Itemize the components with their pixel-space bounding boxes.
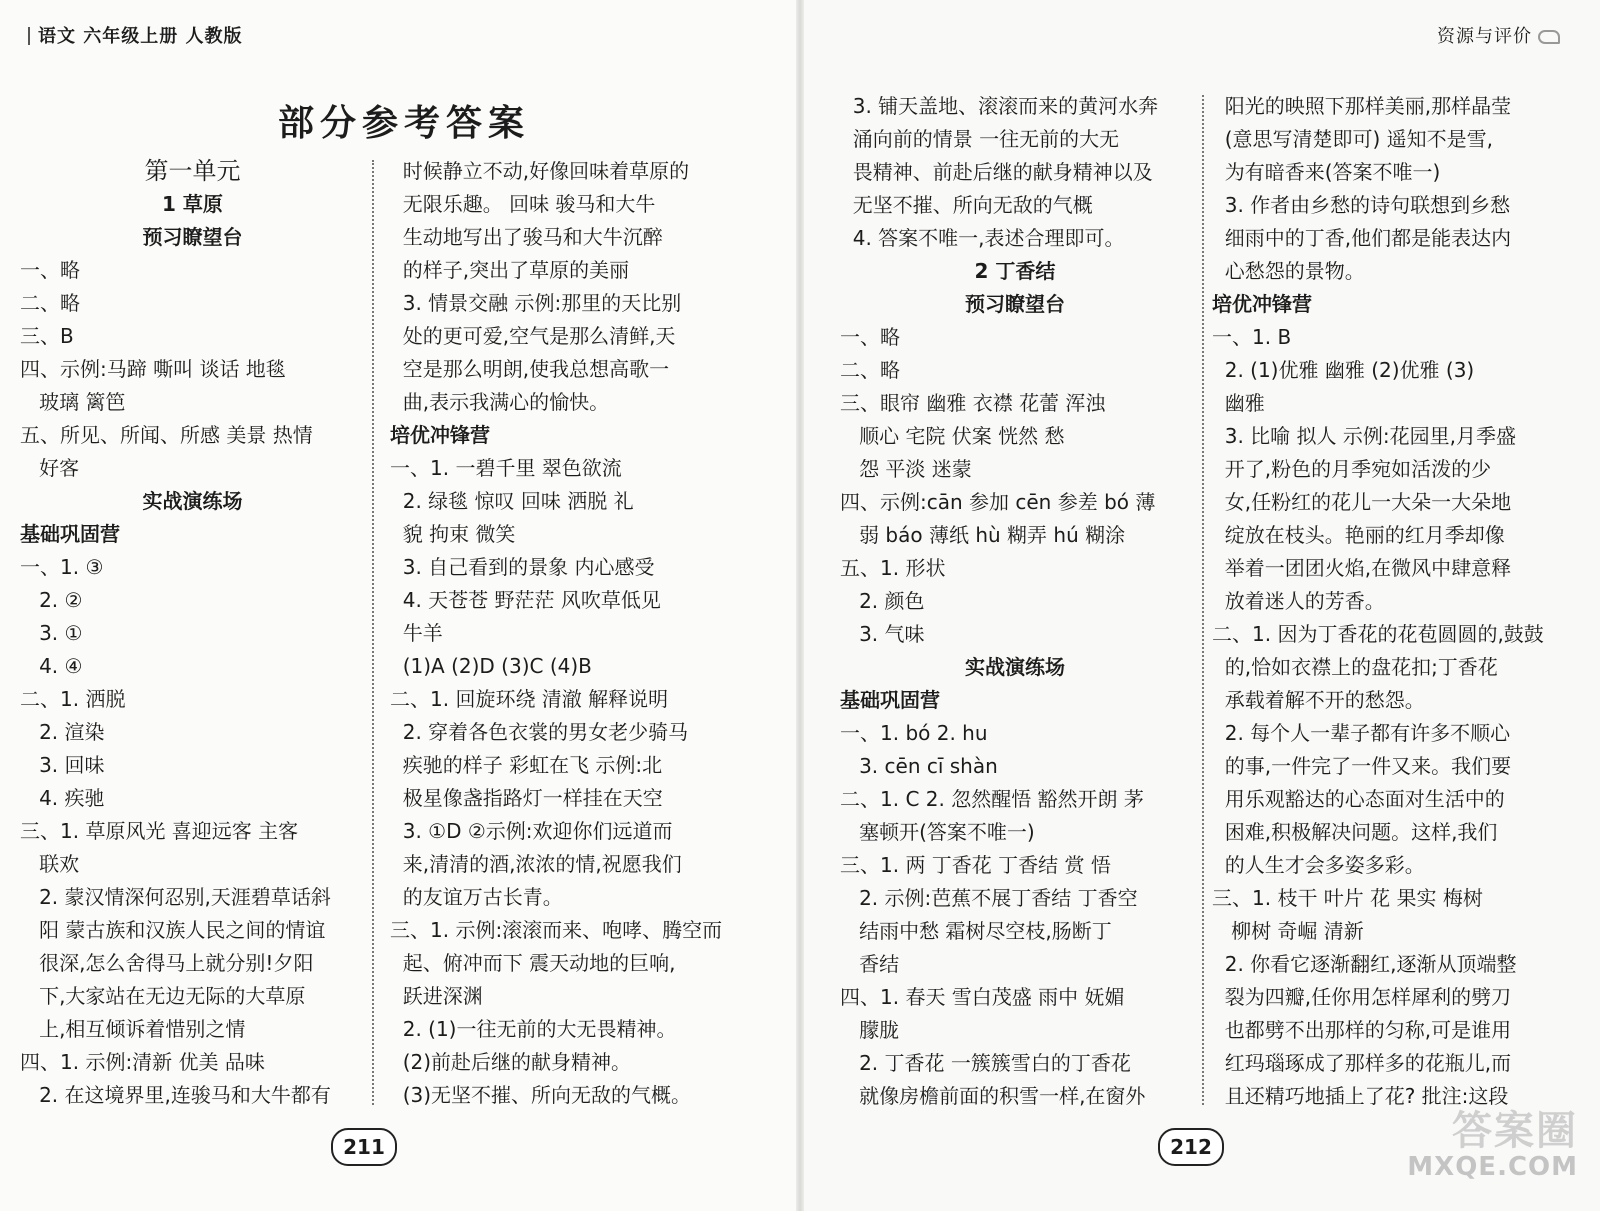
answer-line: 牛羊 bbox=[390, 621, 443, 645]
answer-line: 1 草原 bbox=[162, 192, 223, 216]
answer-line: 3. cēn cī shàn bbox=[840, 754, 998, 778]
answer-column-1 bbox=[20, 155, 365, 1112]
running-header-right bbox=[1437, 22, 1560, 48]
answer-line: 四、示例:马蹄 嘶叫 谈话 地毯 bbox=[20, 357, 286, 381]
answer-line: 香结 bbox=[840, 952, 900, 976]
answer-line: 畏精神、前赴后继的献身精神以及 bbox=[840, 160, 1153, 184]
answer-line: 朦胧 bbox=[840, 1018, 900, 1042]
answer-column-4 bbox=[1212, 90, 1572, 1113]
watermark-logo: 答案圈 bbox=[1452, 1108, 1578, 1154]
answer-line: 女,任粉红的花儿一大朵一大朵地 bbox=[1212, 490, 1512, 514]
answer-line: 2. 你看它逐渐翻红,逐渐从顶端整 bbox=[1212, 952, 1517, 976]
answer-column-3 bbox=[840, 90, 1190, 1113]
answer-line: 2. 渲染 bbox=[20, 720, 105, 744]
answer-line: 二、1. 回旋环绕 清澈 解释说明 bbox=[390, 687, 669, 711]
answer-line: 2. 颜色 bbox=[840, 589, 925, 613]
answer-line: 实战演练场 bbox=[142, 489, 243, 513]
answer-line: 一、1. bó 2. hu bbox=[840, 721, 988, 745]
answer-line: 3. ① bbox=[20, 621, 83, 645]
answer-line: 也都劈不出那样的匀称,可是谁用 bbox=[1212, 1018, 1512, 1042]
answer-line: 放着迷人的芳香。 bbox=[1212, 589, 1385, 613]
header-left-text: 语文 六年级上册 人教版 bbox=[38, 26, 243, 47]
answer-line: 时候静立不动,好像回味着草原的 bbox=[390, 159, 690, 183]
page-title: 部分参考答案 bbox=[278, 102, 531, 144]
answer-line: 开了,粉色的月季宛如活泼的少 bbox=[1212, 457, 1492, 481]
answer-line: 空是那么明朗,使我总想高歌一 bbox=[390, 357, 670, 381]
answer-line: 培优冲锋营 bbox=[390, 423, 490, 447]
answer-line: 跃进深渊 bbox=[390, 984, 483, 1008]
answer-line: 一、略 bbox=[20, 258, 80, 282]
answer-line: 好客 bbox=[20, 456, 80, 480]
answer-line: 2. ② bbox=[20, 588, 83, 612]
answer-line: 2. (1)优雅 幽雅 (2)优雅 (3) bbox=[1212, 358, 1475, 382]
running-header-left bbox=[28, 22, 243, 48]
answer-line: 的事,一件完了一件又来。我们要 bbox=[1212, 754, 1512, 778]
answer-line: 一、1. ③ bbox=[20, 555, 104, 579]
answer-line: 2. 示例:芭蕉不展丁香结 丁香空 bbox=[840, 886, 1138, 910]
answer-line: 玻璃 篱笆 bbox=[20, 390, 126, 414]
answer-line: 三、1. 枝干 叶片 花 果实 梅树 bbox=[1212, 886, 1483, 910]
watermark-url: MXQE.COM bbox=[1407, 1152, 1578, 1182]
answer-line: (3)无坚不摧、所向无敌的气概。 bbox=[390, 1083, 692, 1107]
column-divider bbox=[1202, 95, 1204, 1105]
answer-line: 困难,积极解决问题。这样,我们 bbox=[1212, 820, 1498, 844]
watermark bbox=[1407, 1109, 1578, 1181]
answer-line: 无坚不摧、所向无敌的气概 bbox=[840, 193, 1093, 217]
answer-line: 很深,怎么舍得马上就分别!夕阳 bbox=[20, 951, 314, 975]
answer-line: 弱 báo 薄纸 hù 糊弄 hú 糊涂 bbox=[840, 523, 1126, 547]
answer-line: 二、略 bbox=[20, 291, 80, 315]
answer-line: 裂为四瓣,任你用怎样犀利的劈刀 bbox=[1212, 985, 1512, 1009]
answer-line: 红玛瑙琢成了那样多的花瓶儿,而 bbox=[1212, 1051, 1512, 1075]
answer-line: 2 丁香结 bbox=[974, 259, 1056, 283]
answer-line: 起、俯冲而下 震天动地的巨响, bbox=[390, 951, 676, 975]
answer-line: 处的更可爱,空气是那么清鲜,天 bbox=[390, 324, 676, 348]
answer-line: 无限乐趣。 回味 骏马和大牛 bbox=[390, 192, 656, 216]
answer-line: 绽放在枝头。艳丽的红月季却像 bbox=[1212, 523, 1505, 547]
answer-line: 2. 在这境界里,连骏马和大牛都有 bbox=[20, 1083, 331, 1107]
answer-line: 3. 情景交融 示例:那里的天比别 bbox=[390, 291, 682, 315]
answer-line: 3. 作者由乡愁的诗句联想到乡愁 bbox=[1212, 193, 1511, 217]
answer-line: 用乐观豁达的心态面对生活中的 bbox=[1212, 787, 1505, 811]
answer-line: 顺心 宅院 伏案 恍然 愁 bbox=[840, 424, 1065, 448]
book-gutter bbox=[796, 0, 804, 1211]
answer-line: 生动地写出了骏马和大牛沉醉 bbox=[390, 225, 663, 249]
answer-line: 三、B bbox=[20, 324, 74, 348]
answer-line: 基础巩固营 bbox=[20, 522, 120, 546]
answer-line: 的样子,突出了草原的美丽 bbox=[390, 258, 630, 282]
answer-line: 且还精巧地插上了花? 批注:这段 bbox=[1212, 1084, 1509, 1108]
answer-line: 就像房檐前面的积雪一样,在窗外 bbox=[840, 1084, 1146, 1108]
answer-line: 3. ①D ②示例:欢迎你们远道而 bbox=[390, 819, 673, 843]
answer-line: 为有暗香来(答案不唯一) bbox=[1212, 160, 1441, 184]
answer-line: 塞顿开(答案不唯一) bbox=[840, 820, 1035, 844]
answer-line: 一、略 bbox=[840, 325, 900, 349]
answer-line: 三、1. 示例:滚滚而来、咆哮、腾空而 bbox=[390, 918, 723, 942]
answer-line: 来,清清的酒,浓浓的情,祝愿我们 bbox=[390, 852, 682, 876]
answer-line: 的人生才会多姿多彩。 bbox=[1212, 853, 1425, 877]
answer-line: 3. 自己看到的景象 内心感受 bbox=[390, 555, 655, 579]
answer-line: 第一单元 bbox=[144, 157, 241, 185]
answer-line: 2. 绿毯 惊叹 回味 洒脱 礼 bbox=[390, 489, 634, 513]
answer-line: (2)前赴后继的献身精神。 bbox=[390, 1050, 632, 1074]
answer-line: 下,大家站在无边无际的大草原 bbox=[20, 984, 306, 1008]
answer-line: (1)A (2)D (3)C (4)B bbox=[390, 654, 592, 678]
answer-line: 疾驰的样子 彩虹在飞 示例:北 bbox=[390, 753, 663, 777]
answer-line: 五、所见、所闻、所感 美景 热情 bbox=[20, 423, 313, 447]
answer-line: 三、1. 两 丁香花 丁香结 赏 悟 bbox=[840, 853, 1111, 877]
answer-line: 4. 答案不唯一,表述合理即可。 bbox=[840, 226, 1125, 250]
answer-line: 预习瞭望台 bbox=[965, 292, 1065, 316]
answer-line: 实战演练场 bbox=[965, 655, 1065, 679]
answer-line: 4. 疾驰 bbox=[20, 786, 105, 810]
answer-line: 3. 比喻 拟人 示例:花园里,月季盛 bbox=[1212, 424, 1516, 448]
answer-line: 阳光的映照下那样美丽,那样晶莹 bbox=[1212, 94, 1512, 118]
answer-line: 二、1. 因为丁香花的花苞圆圆的,鼓鼓 bbox=[1212, 622, 1544, 646]
answer-line: 的友谊万古长青。 bbox=[390, 885, 563, 909]
answer-line: 承载着解不开的愁怨。 bbox=[1212, 688, 1425, 712]
header-right-text: 资源与评价 bbox=[1437, 26, 1532, 47]
answer-line: 3. 气味 bbox=[840, 622, 925, 646]
answer-line: 3. 铺天盖地、滚滚而来的黄河水奔 bbox=[840, 94, 1159, 118]
answer-line: 三、1. 草原风光 喜迎远客 主客 bbox=[20, 819, 299, 843]
answer-line: 预习瞭望台 bbox=[142, 225, 243, 249]
answer-line: 2. 每个人一辈子都有许多不顺心 bbox=[1212, 721, 1511, 745]
header-bar-icon bbox=[28, 27, 30, 45]
answer-column-2 bbox=[390, 155, 750, 1112]
answer-line: 3. 回味 bbox=[20, 753, 105, 777]
answer-line: 怨 平淡 迷蒙 bbox=[840, 457, 972, 481]
answer-line: 举着一团团火焰,在微风中肆意释 bbox=[1212, 556, 1512, 580]
answer-line: 一、1. B bbox=[1212, 325, 1292, 349]
page-number-right: 212 bbox=[1158, 1128, 1224, 1166]
answer-line: 结雨中愁 霜树尽空枝,肠断丁 bbox=[840, 919, 1112, 943]
answer-line: 四、示例:cān 参加 cēn 参差 bó 薄 bbox=[840, 490, 1156, 514]
answer-line: 四、1. 示例:清新 优美 品味 bbox=[20, 1050, 265, 1074]
answer-line: 一、1. 一碧千里 翠色欲流 bbox=[390, 456, 622, 480]
page-number-left: 211 bbox=[331, 1128, 397, 1166]
answer-line: 2. (1)一往无前的大无畏精神。 bbox=[390, 1017, 677, 1041]
answer-line: 细雨中的丁香,他们都是能表达内 bbox=[1212, 226, 1512, 250]
answer-line: 曲,表示我满心的愉快。 bbox=[390, 390, 610, 414]
answer-line: 二、1. C 2. 忽然醒悟 豁然开朗 茅 bbox=[840, 787, 1144, 811]
leaf-icon bbox=[1538, 30, 1560, 44]
answer-line: 的,恰如衣襟上的盘花扣;丁香花 bbox=[1212, 655, 1498, 679]
answer-line: 幽雅 bbox=[1212, 391, 1265, 415]
answer-line: 上,相互倾诉着惜别之情 bbox=[20, 1017, 246, 1041]
answer-line: 4. ④ bbox=[20, 654, 83, 678]
answer-line: 基础巩固营 bbox=[840, 688, 940, 712]
answer-line: 貌 拘束 微笑 bbox=[390, 522, 516, 546]
column-divider bbox=[372, 160, 374, 1105]
answer-line: 2. 穿着各色衣裳的男女老少骑马 bbox=[390, 720, 689, 744]
answer-line: 三、眼帘 幽雅 衣襟 花蕾 浑浊 bbox=[840, 391, 1106, 415]
answer-line: 五、1. 形状 bbox=[840, 556, 946, 580]
answer-line: 阳 蒙古族和汉族人民之间的情谊 bbox=[20, 918, 326, 942]
answer-line: 培优冲锋营 bbox=[1212, 292, 1312, 316]
answer-line: 2. 丁香花 一簇簇雪白的丁香花 bbox=[840, 1051, 1131, 1075]
answer-line: 二、1. 洒脱 bbox=[20, 687, 126, 711]
answer-line: 心愁怨的景物。 bbox=[1212, 259, 1365, 283]
answer-line: 极星像盏指路灯一样挂在天空 bbox=[390, 786, 663, 810]
answer-line: 2. 蒙汉情深何忍别,天涯碧草话斜 bbox=[20, 885, 331, 909]
answer-line: (意思写清楚即可) 遥知不是雪, bbox=[1212, 127, 1494, 151]
answer-line: 4. 天苍苍 野茫茫 风吹草低见 bbox=[390, 588, 661, 612]
answer-line: 四、1. 春天 雪白茂盛 雨中 妩媚 bbox=[840, 985, 1125, 1009]
answer-line: 联欢 bbox=[20, 852, 80, 876]
answer-line: 二、略 bbox=[840, 358, 900, 382]
answer-line: 柳树 奇崛 清新 bbox=[1212, 919, 1364, 943]
answer-line: 涌向前的情景 一往无前的大无 bbox=[840, 127, 1120, 151]
